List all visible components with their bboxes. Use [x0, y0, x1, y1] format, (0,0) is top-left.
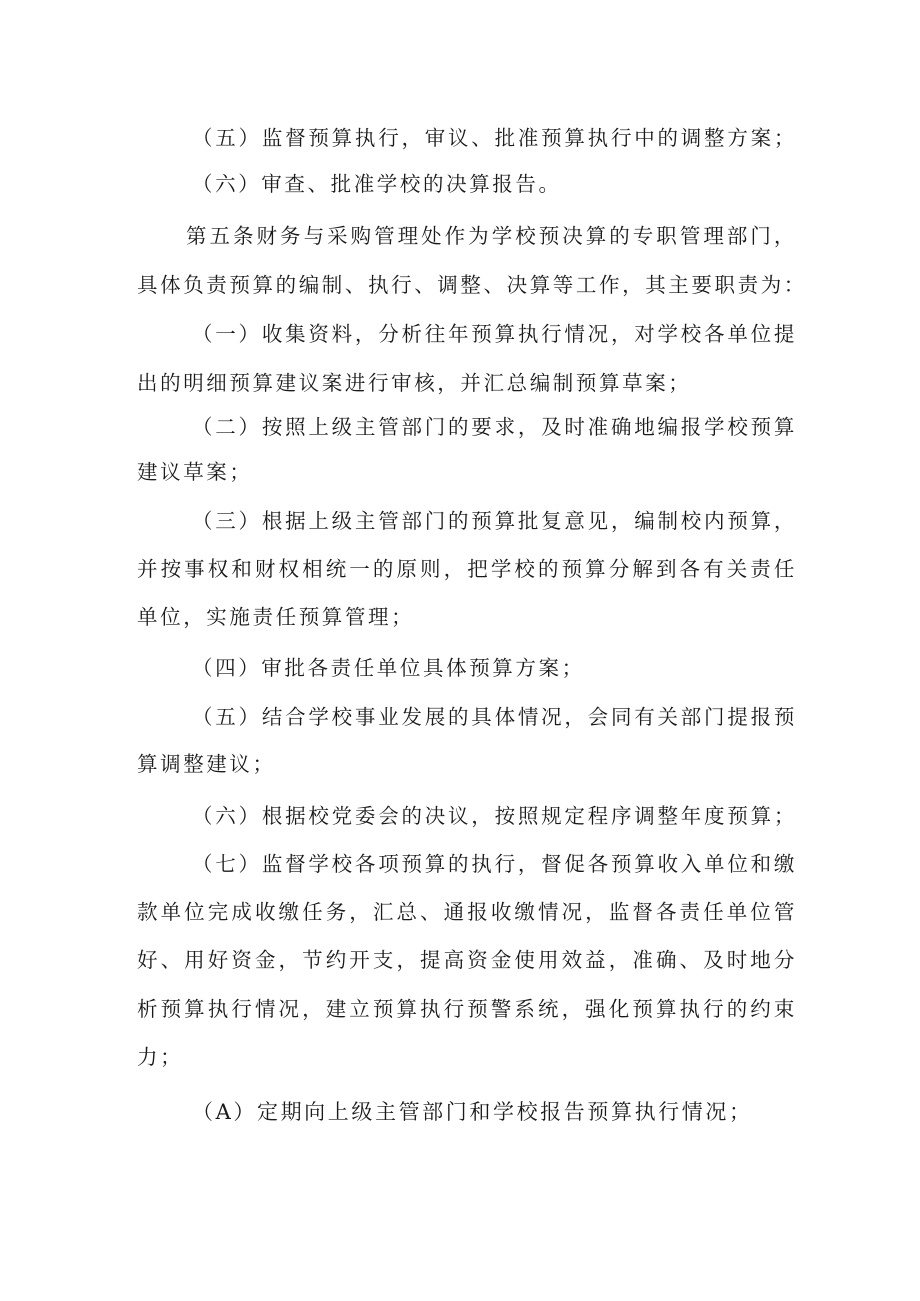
paragraph-line: 析预算执行情况，建立预算执行预警系统，强化预算执行的约束: [137, 997, 797, 1021]
paragraph-line: （七）监督学校各项预算的执行，督促各预算收入单位和缴: [192, 852, 797, 876]
paragraph-line: 并按事权和财权相统一的原则，把学校的预算分解到各有关责任: [137, 557, 797, 581]
paragraph-line: （五）监督预算执行，审议、批准预算执行中的调整方案；: [192, 126, 797, 150]
paragraph-line: （二）按照上级主管部门的要求，及时准确地编报学校预算: [192, 415, 797, 439]
paragraph-line: 力；: [137, 1045, 184, 1069]
paragraph-line: （六）审查、批准学校的决算报告。: [192, 172, 562, 196]
paragraph-line: （四）审批各责任单位具体预算方案；: [192, 656, 585, 680]
paragraph-line: （六）根据校党委会的决议，按照规定程序调整年度预算；: [192, 804, 797, 828]
paragraph-line: 款单位完成收缴任务，汇总、通报收缴情况，监督各责任单位管: [137, 900, 797, 924]
paragraph-line: 单位，实施责任预算管理；: [137, 605, 415, 629]
paragraph-line: 好、用好资金，节约开支，提高资金使用效益，准确、及时地分: [137, 948, 797, 972]
article-heading-line: 第五条财务与采购管理处作为学校预决算的专职管理部门，: [186, 224, 797, 248]
paragraph-line: （五）结合学校事业发展的具体情况，会同有关部门提报预: [192, 705, 797, 729]
paragraph-line: （A）定期向上级主管部门和学校报告预算执行情况；: [192, 1100, 753, 1124]
paragraph-line: 出的明细预算建议案进行审核，并汇总编制预算草案；: [137, 371, 692, 395]
paragraph-line: 具体负责预算的编制、执行、调整、决算等工作，其主要职责为：: [137, 273, 807, 297]
paragraph-line: （一）收集资料，分析往年预算执行情况，对学校各单位提: [192, 322, 797, 346]
paragraph-line: 建议草案；: [137, 460, 253, 484]
paragraph-line: （三）根据上级主管部门的预算批复意见，编制校内预算，: [192, 509, 797, 533]
paragraph-line: 算调整建议；: [137, 752, 276, 776]
